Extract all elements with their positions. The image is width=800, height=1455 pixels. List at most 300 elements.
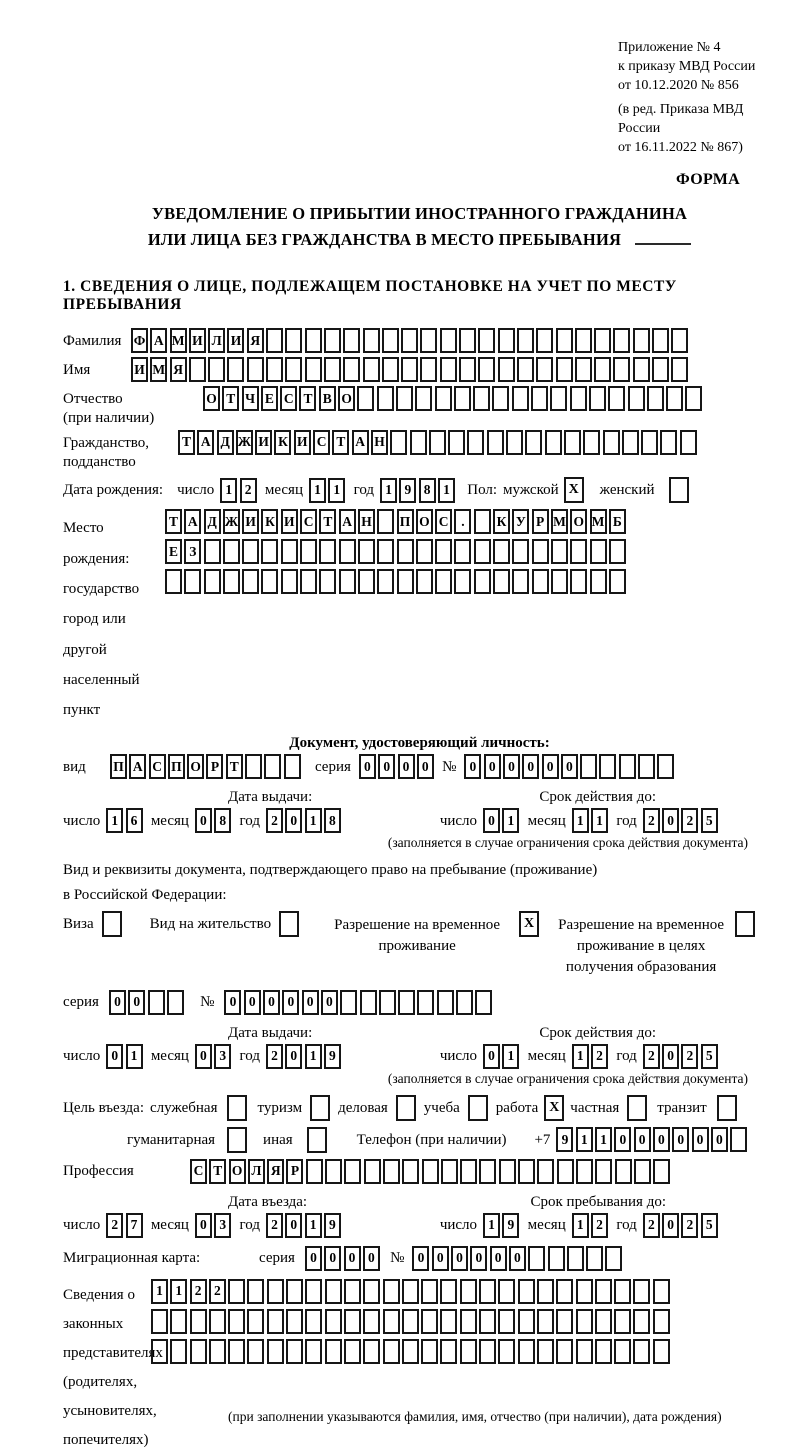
char-cell[interactable]: О — [570, 509, 587, 534]
char-cell[interactable]: 5 — [701, 808, 718, 833]
char-cell[interactable] — [498, 1309, 515, 1334]
char-cell[interactable] — [633, 1309, 650, 1334]
char-cell[interactable] — [590, 569, 607, 594]
char-cell[interactable]: 0 — [464, 754, 481, 779]
char-cell[interactable]: И — [131, 357, 148, 382]
char-cell[interactable] — [493, 539, 510, 564]
char-cell[interactable]: 0 — [195, 1213, 212, 1238]
char-cell[interactable] — [402, 1339, 419, 1364]
char-cell[interactable] — [454, 386, 471, 411]
char-cell[interactable]: С — [435, 509, 452, 534]
char-cell[interactable]: 1 — [170, 1279, 187, 1304]
char-cell[interactable] — [420, 328, 437, 353]
char-cell[interactable] — [531, 386, 548, 411]
char-cell[interactable] — [550, 386, 567, 411]
char-cell[interactable] — [223, 569, 240, 594]
char-cell[interactable] — [261, 569, 278, 594]
char-cell[interactable]: 6 — [126, 808, 143, 833]
char-cell[interactable] — [440, 328, 457, 353]
char-cell[interactable] — [478, 357, 495, 382]
char-cell[interactable] — [245, 754, 262, 779]
char-cell[interactable]: С — [280, 386, 297, 411]
char-cell[interactable]: Т — [332, 430, 349, 455]
char-cell[interactable] — [319, 539, 336, 564]
char-cell[interactable] — [148, 990, 165, 1015]
char-cell[interactable]: И — [255, 430, 272, 455]
char-cell[interactable] — [410, 430, 427, 455]
char-cell[interactable] — [300, 569, 317, 594]
char-cell[interactable]: Д — [217, 430, 234, 455]
char-cell[interactable] — [429, 430, 446, 455]
char-cell[interactable]: 8 — [324, 808, 341, 833]
char-cell[interactable]: А — [197, 430, 214, 455]
char-cell[interactable] — [167, 990, 184, 1015]
char-cell[interactable] — [545, 430, 562, 455]
char-cell[interactable] — [209, 1309, 226, 1334]
char-cell[interactable] — [595, 1339, 612, 1364]
char-cell[interactable] — [487, 430, 504, 455]
char-cell[interactable]: 0 — [503, 754, 520, 779]
char-cell[interactable] — [609, 569, 626, 594]
char-cell[interactable]: 8 — [419, 478, 436, 503]
char-cell[interactable] — [416, 539, 433, 564]
char-cell[interactable] — [532, 539, 549, 564]
char-cell[interactable] — [537, 1279, 554, 1304]
char-cell[interactable]: 2 — [643, 1213, 660, 1238]
char-cell[interactable] — [325, 1339, 342, 1364]
char-cell[interactable] — [319, 569, 336, 594]
char-cell[interactable] — [474, 509, 491, 534]
char-cell[interactable] — [657, 754, 674, 779]
char-cell[interactable] — [377, 386, 394, 411]
char-cell[interactable]: 0 — [634, 1127, 651, 1152]
char-cell[interactable] — [633, 328, 650, 353]
char-cell[interactable] — [498, 357, 515, 382]
char-cell[interactable] — [576, 1279, 593, 1304]
char-cell[interactable] — [417, 990, 434, 1015]
char-cell[interactable]: 1 — [595, 1127, 612, 1152]
char-cell[interactable]: 1 — [438, 478, 455, 503]
char-cell[interactable] — [190, 1309, 207, 1334]
char-cell[interactable] — [660, 430, 677, 455]
char-cell[interactable] — [339, 539, 356, 564]
char-cell[interactable] — [266, 357, 283, 382]
char-cell[interactable]: 2 — [681, 808, 698, 833]
char-cell[interactable] — [435, 386, 452, 411]
char-cell[interactable] — [567, 1246, 584, 1271]
char-cell[interactable]: 0 — [470, 1246, 487, 1271]
char-cell[interactable] — [165, 569, 182, 594]
char-cell[interactable]: 0 — [244, 990, 261, 1015]
char-cell[interactable] — [498, 1279, 515, 1304]
char-cell[interactable]: 0 — [711, 1127, 728, 1152]
char-cell[interactable] — [548, 1246, 565, 1271]
char-cell[interactable]: 9 — [324, 1213, 341, 1238]
char-cell[interactable]: И — [242, 509, 259, 534]
char-cell[interactable] — [580, 754, 597, 779]
char-cell[interactable] — [343, 328, 360, 353]
char-cell[interactable] — [603, 430, 620, 455]
char-cell[interactable] — [595, 1309, 612, 1334]
char-cell[interactable] — [363, 357, 380, 382]
char-cell[interactable]: 0 — [432, 1246, 449, 1271]
char-cell[interactable] — [421, 1339, 438, 1364]
char-cell[interactable] — [556, 1279, 573, 1304]
char-cell[interactable] — [305, 357, 322, 382]
char-cell[interactable]: О — [203, 386, 220, 411]
char-cell[interactable]: 2 — [266, 1044, 283, 1069]
char-cell[interactable]: 0 — [398, 754, 415, 779]
char-cell[interactable] — [479, 1309, 496, 1334]
char-cell[interactable] — [537, 1309, 554, 1334]
title-blank-line[interactable] — [635, 231, 691, 245]
char-cell[interactable]: Т — [299, 386, 316, 411]
char-cell[interactable] — [556, 357, 573, 382]
char-cell[interactable] — [479, 1279, 496, 1304]
char-cell[interactable] — [440, 357, 457, 382]
char-cell[interactable]: 0 — [417, 754, 434, 779]
char-cell[interactable]: 2 — [209, 1279, 226, 1304]
char-cell[interactable]: Т — [178, 430, 195, 455]
char-cell[interactable]: А — [352, 430, 369, 455]
char-cell[interactable] — [284, 754, 301, 779]
char-cell[interactable]: 2 — [681, 1044, 698, 1069]
char-cell[interactable]: А — [129, 754, 146, 779]
char-cell[interactable]: Я — [267, 1159, 284, 1184]
char-cell[interactable]: П — [110, 754, 127, 779]
char-cell[interactable]: 1 — [220, 478, 237, 503]
temp-residence-edu-checkbox[interactable] — [735, 911, 755, 937]
char-cell[interactable] — [575, 328, 592, 353]
char-cell[interactable] — [360, 990, 377, 1015]
char-cell[interactable] — [416, 569, 433, 594]
char-cell[interactable]: Р — [286, 1159, 303, 1184]
char-cell[interactable]: 9 — [399, 478, 416, 503]
char-cell[interactable] — [518, 1309, 535, 1334]
char-cell[interactable]: 2 — [591, 1213, 608, 1238]
char-cell[interactable] — [613, 357, 630, 382]
char-cell[interactable] — [590, 539, 607, 564]
char-cell[interactable]: Н — [358, 509, 375, 534]
residence-permit-checkbox[interactable] — [279, 911, 299, 937]
char-cell[interactable] — [267, 1279, 284, 1304]
char-cell[interactable]: 0 — [542, 754, 559, 779]
char-cell[interactable]: 0 — [321, 990, 338, 1015]
char-cell[interactable] — [170, 1309, 187, 1334]
char-cell[interactable] — [208, 357, 225, 382]
char-cell[interactable]: 1 — [502, 1044, 519, 1069]
char-cell[interactable] — [228, 1279, 245, 1304]
char-cell[interactable] — [633, 357, 650, 382]
char-cell[interactable] — [633, 1279, 650, 1304]
char-cell[interactable] — [401, 357, 418, 382]
char-cell[interactable]: С — [313, 430, 330, 455]
char-cell[interactable]: 1 — [126, 1044, 143, 1069]
char-cell[interactable] — [532, 569, 549, 594]
char-cell[interactable]: 8 — [214, 808, 231, 833]
char-cell[interactable] — [498, 1339, 515, 1364]
char-cell[interactable] — [647, 386, 664, 411]
char-cell[interactable]: 0 — [285, 1044, 302, 1069]
char-cell[interactable]: 0 — [451, 1246, 468, 1271]
char-cell[interactable]: О — [338, 386, 355, 411]
char-cell[interactable] — [564, 430, 581, 455]
char-cell[interactable] — [440, 1339, 457, 1364]
char-cell[interactable] — [599, 754, 616, 779]
char-cell[interactable]: 0 — [109, 990, 126, 1015]
char-cell[interactable] — [475, 990, 492, 1015]
char-cell[interactable] — [286, 1279, 303, 1304]
char-cell[interactable] — [609, 539, 626, 564]
char-cell[interactable]: М — [170, 328, 187, 353]
char-cell[interactable] — [343, 357, 360, 382]
char-cell[interactable] — [633, 1339, 650, 1364]
char-cell[interactable] — [402, 1309, 419, 1334]
char-cell[interactable] — [358, 569, 375, 594]
char-cell[interactable] — [493, 569, 510, 594]
char-cell[interactable]: 1 — [309, 478, 326, 503]
char-cell[interactable] — [512, 539, 529, 564]
char-cell[interactable]: 0 — [106, 1044, 123, 1069]
char-cell[interactable] — [460, 1279, 477, 1304]
char-cell[interactable]: О — [187, 754, 204, 779]
char-cell[interactable] — [363, 1279, 380, 1304]
char-cell[interactable]: 0 — [195, 808, 212, 833]
char-cell[interactable]: Б — [609, 509, 626, 534]
char-cell[interactable] — [261, 539, 278, 564]
char-cell[interactable] — [383, 1339, 400, 1364]
char-cell[interactable]: Л — [208, 328, 225, 353]
char-cell[interactable] — [570, 539, 587, 564]
char-cell[interactable]: З — [184, 539, 201, 564]
char-cell[interactable]: Я — [170, 357, 187, 382]
char-cell[interactable] — [641, 430, 658, 455]
char-cell[interactable] — [190, 1339, 207, 1364]
sex-female-checkbox[interactable] — [669, 477, 689, 503]
purpose-transit-checkbox[interactable] — [717, 1095, 737, 1121]
char-cell[interactable] — [478, 328, 495, 353]
char-cell[interactable] — [242, 569, 259, 594]
char-cell[interactable] — [242, 539, 259, 564]
char-cell[interactable]: 2 — [681, 1213, 698, 1238]
char-cell[interactable] — [512, 386, 529, 411]
char-cell[interactable]: 0 — [662, 1213, 679, 1238]
char-cell[interactable]: 2 — [106, 1213, 123, 1238]
char-cell[interactable] — [305, 328, 322, 353]
char-cell[interactable] — [528, 1246, 545, 1271]
char-cell[interactable] — [189, 357, 206, 382]
char-cell[interactable] — [512, 569, 529, 594]
purpose-study-checkbox[interactable] — [468, 1095, 488, 1121]
char-cell[interactable] — [267, 1309, 284, 1334]
char-cell[interactable]: Р — [532, 509, 549, 534]
char-cell[interactable]: 0 — [662, 808, 679, 833]
char-cell[interactable] — [204, 539, 221, 564]
char-cell[interactable]: 9 — [556, 1127, 573, 1152]
char-cell[interactable] — [459, 357, 476, 382]
char-cell[interactable]: 2 — [266, 1213, 283, 1238]
char-cell[interactable] — [379, 990, 396, 1015]
char-cell[interactable]: 0 — [359, 754, 376, 779]
char-cell[interactable] — [401, 328, 418, 353]
char-cell[interactable]: М — [150, 357, 167, 382]
char-cell[interactable] — [305, 1309, 322, 1334]
char-cell[interactable] — [594, 328, 611, 353]
char-cell[interactable] — [344, 1309, 361, 1334]
char-cell[interactable] — [570, 569, 587, 594]
char-cell[interactable] — [227, 357, 244, 382]
char-cell[interactable] — [420, 357, 437, 382]
char-cell[interactable] — [266, 328, 283, 353]
char-cell[interactable] — [281, 539, 298, 564]
char-cell[interactable] — [223, 539, 240, 564]
char-cell[interactable] — [454, 539, 471, 564]
char-cell[interactable] — [228, 1309, 245, 1334]
char-cell[interactable]: 0 — [484, 754, 501, 779]
char-cell[interactable] — [383, 1279, 400, 1304]
char-cell[interactable]: Ф — [131, 328, 148, 353]
char-cell[interactable]: 0 — [224, 990, 241, 1015]
char-cell[interactable]: 1 — [591, 808, 608, 833]
char-cell[interactable] — [586, 1246, 603, 1271]
purpose-tourism-checkbox[interactable] — [310, 1095, 330, 1121]
char-cell[interactable] — [671, 328, 688, 353]
char-cell[interactable] — [344, 1279, 361, 1304]
char-cell[interactable]: 1 — [305, 1044, 322, 1069]
char-cell[interactable] — [267, 1339, 284, 1364]
char-cell[interactable] — [344, 1339, 361, 1364]
char-cell[interactable] — [474, 539, 491, 564]
char-cell[interactable] — [536, 357, 553, 382]
char-cell[interactable]: 0 — [483, 1044, 500, 1069]
char-cell[interactable] — [396, 386, 413, 411]
char-cell[interactable] — [551, 539, 568, 564]
char-cell[interactable]: 0 — [614, 1127, 631, 1152]
char-cell[interactable] — [209, 1339, 226, 1364]
char-cell[interactable]: А — [339, 509, 356, 534]
char-cell[interactable]: О — [416, 509, 433, 534]
char-cell[interactable] — [537, 1339, 554, 1364]
char-cell[interactable] — [595, 1279, 612, 1304]
char-cell[interactable] — [680, 430, 697, 455]
char-cell[interactable] — [383, 1309, 400, 1334]
char-cell[interactable] — [340, 990, 357, 1015]
char-cell[interactable] — [570, 386, 587, 411]
char-cell[interactable] — [247, 357, 264, 382]
char-cell[interactable] — [671, 357, 688, 382]
char-cell[interactable] — [517, 357, 534, 382]
char-cell[interactable]: 2 — [643, 1044, 660, 1069]
purpose-commercial-checkbox[interactable] — [396, 1095, 416, 1121]
char-cell[interactable] — [652, 328, 669, 353]
char-cell[interactable]: 1 — [151, 1279, 168, 1304]
char-cell[interactable] — [151, 1339, 168, 1364]
char-cell[interactable]: К — [274, 430, 291, 455]
char-cell[interactable]: 0 — [344, 1246, 361, 1271]
char-cell[interactable] — [286, 1339, 303, 1364]
char-cell[interactable] — [614, 1279, 631, 1304]
char-cell[interactable] — [653, 1339, 670, 1364]
char-cell[interactable]: 2 — [643, 808, 660, 833]
char-cell[interactable]: Л — [248, 1159, 265, 1184]
char-cell[interactable]: 0 — [195, 1044, 212, 1069]
char-cell[interactable] — [398, 990, 415, 1015]
char-cell[interactable]: В — [319, 386, 336, 411]
char-cell[interactable]: 0 — [662, 1044, 679, 1069]
char-cell[interactable]: Т — [209, 1159, 226, 1184]
char-cell[interactable]: 1 — [572, 1044, 589, 1069]
char-cell[interactable] — [247, 1309, 264, 1334]
char-cell[interactable]: 1 — [106, 808, 123, 833]
char-cell[interactable]: Е — [165, 539, 182, 564]
char-cell[interactable] — [653, 1309, 670, 1334]
char-cell[interactable]: 0 — [324, 1246, 341, 1271]
char-cell[interactable]: М — [590, 509, 607, 534]
char-cell[interactable] — [286, 1309, 303, 1334]
char-cell[interactable]: 3 — [214, 1213, 231, 1238]
temp-residence-checkbox[interactable]: X — [519, 911, 539, 937]
char-cell[interactable] — [204, 569, 221, 594]
char-cell[interactable]: 2 — [240, 478, 257, 503]
char-cell[interactable]: 0 — [128, 990, 145, 1015]
char-cell[interactable] — [151, 1309, 168, 1334]
char-cell[interactable]: 3 — [214, 1044, 231, 1069]
char-cell[interactable]: 2 — [266, 808, 283, 833]
char-cell[interactable] — [456, 990, 473, 1015]
char-cell[interactable]: 1 — [328, 478, 345, 503]
char-cell[interactable] — [685, 386, 702, 411]
char-cell[interactable] — [437, 990, 454, 1015]
char-cell[interactable]: С — [300, 509, 317, 534]
char-cell[interactable] — [619, 754, 636, 779]
char-cell[interactable] — [594, 357, 611, 382]
char-cell[interactable] — [435, 539, 452, 564]
char-cell[interactable] — [473, 386, 490, 411]
char-cell[interactable] — [551, 569, 568, 594]
char-cell[interactable]: Ж — [223, 509, 240, 534]
char-cell[interactable]: 5 — [701, 1044, 718, 1069]
char-cell[interactable]: 0 — [263, 990, 280, 1015]
char-cell[interactable] — [305, 1279, 322, 1304]
char-cell[interactable] — [525, 430, 542, 455]
char-cell[interactable] — [281, 569, 298, 594]
char-cell[interactable]: А — [150, 328, 167, 353]
char-cell[interactable]: И — [227, 328, 244, 353]
char-cell[interactable]: 0 — [285, 1213, 302, 1238]
char-cell[interactable]: А — [184, 509, 201, 534]
char-cell[interactable] — [459, 328, 476, 353]
char-cell[interactable] — [300, 539, 317, 564]
char-cell[interactable]: К — [261, 509, 278, 534]
char-cell[interactable]: . — [454, 509, 471, 534]
char-cell[interactable]: Т — [222, 386, 239, 411]
char-cell[interactable] — [518, 1279, 535, 1304]
char-cell[interactable] — [285, 328, 302, 353]
char-cell[interactable] — [467, 430, 484, 455]
char-cell[interactable]: 1 — [305, 1213, 322, 1238]
char-cell[interactable]: Ч — [242, 386, 259, 411]
char-cell[interactable]: 0 — [285, 808, 302, 833]
char-cell[interactable] — [460, 1339, 477, 1364]
char-cell[interactable] — [390, 430, 407, 455]
char-cell[interactable]: С — [190, 1159, 207, 1184]
char-cell[interactable] — [628, 386, 645, 411]
char-cell[interactable]: 0 — [305, 1246, 322, 1271]
char-cell[interactable]: П — [168, 754, 185, 779]
char-cell[interactable] — [363, 1309, 380, 1334]
char-cell[interactable]: Д — [204, 509, 221, 534]
char-cell[interactable]: Я — [247, 328, 264, 353]
